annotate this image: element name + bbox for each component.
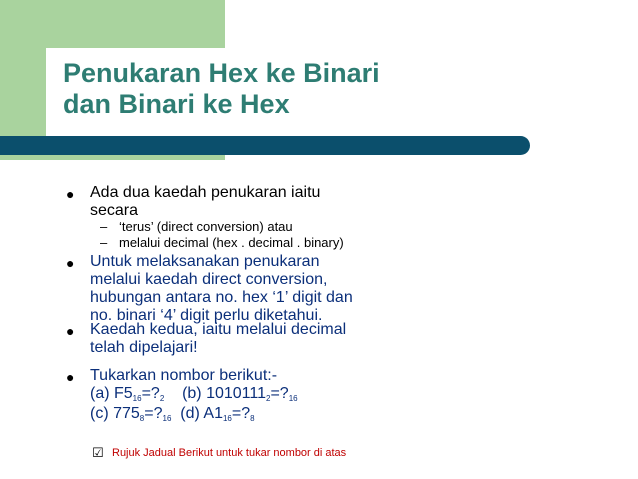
exercise-c-eq: =? [144,405,163,422]
sub-item-dash: – [100,219,108,234]
exercise-c-label: (c) 775 [90,405,140,422]
sub-item-2: melalui decimal (hex . decimal . binary) [119,235,344,250]
exercise-a-base: 16 [132,394,142,403]
exercise-a-to: 2 [159,394,165,403]
exercise-a-eq: =? [141,385,160,402]
reference-note: Rujuk Jadual Berikut untuk tukar nombor di atas [112,447,347,459]
bullet-2-text [90,253,353,325]
exercise-b-base: 2 [265,394,271,403]
exercise-d-to: 8 [250,414,255,423]
bullet-3-line-2: telah dipelajari! [90,339,198,356]
sub-item-dash: – [100,235,108,250]
title-line-2: dan Binari ke Hex [63,89,290,119]
exercise-row-1 [90,385,298,405]
exercise-d-label: (d) A1 [180,405,223,422]
slide-title [63,58,380,120]
exercise-c-to: 16 [162,414,172,423]
bullet-3-text [90,321,346,357]
exercise-b-to: 16 [288,394,298,403]
bullet-2-line-2: melalui kaedah direct conversion, [90,271,328,288]
bullet-3-line-1: Kaedah kedua, iaitu melalui decimal [90,321,347,338]
title-line-1: Penukaran Hex ke Binari [63,58,380,88]
bullet-2-line-3: hubungan antara no. hex ‘1’ digit dan [90,289,353,306]
bullet-marker: ● [66,255,75,271]
bullet-marker: ● [66,323,75,339]
bullet-1-line-1: Ada dua kaedah penukaran iaitu [90,184,321,201]
exercise-row-2 [90,405,298,425]
bullet-1-line-2: secara [90,202,139,219]
exercise-b-eq: =? [270,385,289,402]
exercise-d-base: 16 [222,414,232,423]
bullet-1-text [90,184,320,220]
exercise-d-eq: =? [231,405,251,422]
exercise-b-label: (b) 1010111 [182,385,266,402]
bullet-marker: ● [66,369,75,385]
exercise-heading: Tukarkan nombor berikut:- [90,367,278,384]
title-divider-bar [0,136,530,155]
bullet-marker: ● [66,186,75,202]
checkbox-checked-icon: ☑ [92,445,104,460]
bullet-2-line-1: Untuk melaksanakan penukaran [90,253,320,270]
sub-item-1: ‘terus’ (direct conversion) atau [119,219,293,234]
exercise-c-base: 8 [139,414,145,423]
bullet-4-text [90,367,298,425]
bullet-2-line-4: no. binari ‘4’ digit perlu diketahui. [90,307,323,324]
exercise-a-label: (a) F5 [90,385,133,402]
